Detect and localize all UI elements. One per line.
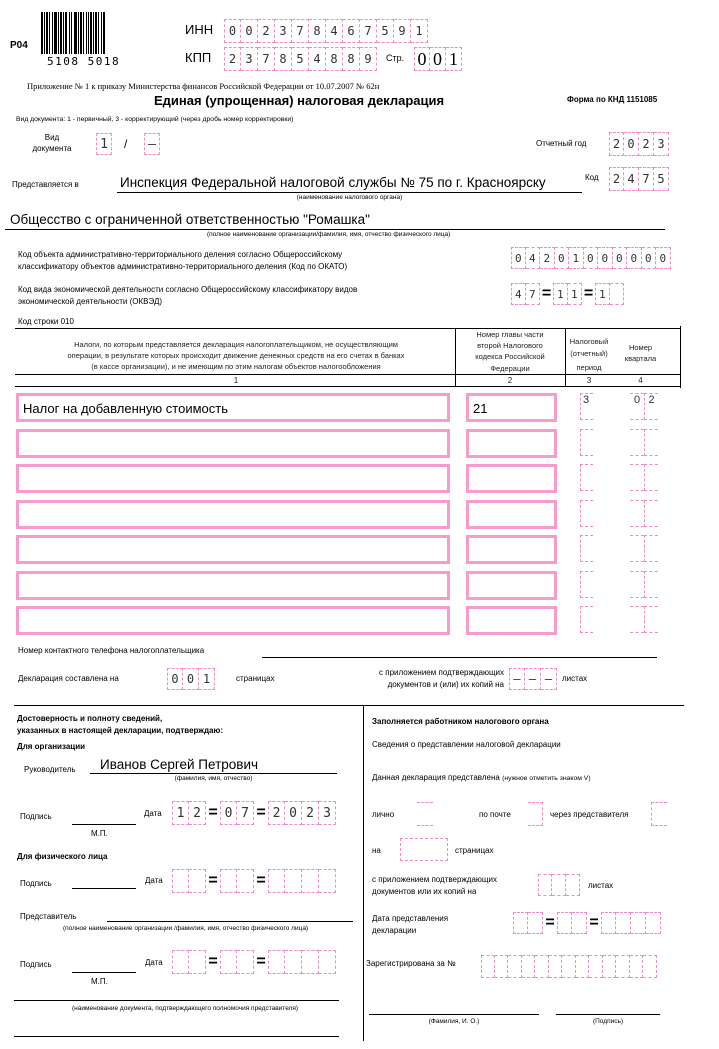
doc-kind-field[interactable]: 1 — [96, 133, 112, 155]
date-digit-cell[interactable] — [319, 869, 336, 893]
organization-caption: (полное наименование организации/фамилия, имя, отчество физического лица) — [207, 231, 451, 238]
reg-digit-cell[interactable] — [589, 955, 603, 978]
date-digit-cell[interactable] — [172, 950, 189, 974]
tax-name-field[interactable] — [16, 429, 450, 458]
okato-label-2: классификатору объектов административно-территориального деления (Код по ОКАТО) — [18, 262, 348, 271]
okato-digit-cell[interactable]: 0 — [584, 247, 599, 269]
pages-count-field[interactable] — [167, 668, 215, 690]
rep-doc-field-2[interactable] — [14, 1036, 339, 1037]
barcode-number: 5108 5018 — [47, 55, 121, 68]
chapter-number-field[interactable] — [466, 571, 557, 600]
rep-sign-label: Подпись — [20, 960, 52, 969]
date-digit-cell[interactable] — [189, 869, 206, 893]
office-date-digit-cell[interactable] — [646, 912, 661, 934]
tax-period-field[interactable]: 3 — [580, 393, 593, 420]
date-digit-cell[interactable]: 2 — [268, 801, 285, 825]
date-digit-cell[interactable] — [220, 869, 237, 893]
office-attach-field[interactable] — [538, 874, 580, 896]
tax-name-field[interactable] — [16, 464, 450, 493]
reg-digit-cell[interactable] — [616, 955, 630, 978]
opt-personal-checkbox[interactable] — [417, 802, 433, 826]
pages-digit-cell[interactable]: 0 — [167, 668, 183, 690]
reg-digit-cell[interactable] — [481, 955, 495, 978]
office-date-label — [372, 913, 448, 937]
separator: = — [256, 953, 266, 970]
office-attach-digit-cell[interactable] — [552, 874, 566, 896]
quarter-digit-cell[interactable] — [630, 606, 644, 633]
okved-digit-cell[interactable]: 1 — [595, 283, 610, 305]
date-digit-cell[interactable] — [302, 950, 319, 974]
tax-authority-code-label: Код — [585, 173, 599, 182]
page-label: Стр. — [386, 53, 405, 63]
org-heading: Для организации — [17, 742, 86, 751]
barcode-bars — [41, 12, 106, 54]
organization-name[interactable]: Общесство с ограниченной ответственностью "Ромашка" — [10, 212, 370, 227]
chapter-number-field[interactable] — [466, 429, 557, 458]
tax-authority-caption: (наименование налогового органа) — [296, 194, 403, 201]
barcode-bar — [105, 12, 106, 54]
quarter-field[interactable] — [630, 571, 658, 598]
office-date-digit-cell[interactable] — [557, 912, 572, 934]
separator: = — [541, 285, 552, 302]
kpp-digit-cell[interactable]: 8 — [343, 47, 360, 71]
rep-signature-field[interactable] — [72, 972, 136, 973]
reg-digit-cell[interactable] — [495, 955, 509, 978]
reg-digit-cell[interactable] — [535, 955, 549, 978]
header-col4-num: 4 — [638, 376, 643, 385]
header-col1-num: 1 — [233, 376, 239, 385]
org-signature-field[interactable] — [72, 824, 136, 825]
code-digit-cell[interactable]: 7 — [639, 167, 654, 191]
section-vertical-divider — [363, 705, 364, 1041]
rep-doc-caption: (наименование документа, подтверждающего полномочия представителя) — [72, 1005, 299, 1012]
date-digit-cell[interactable]: 7 — [237, 801, 254, 825]
date-digit-cell[interactable] — [319, 950, 336, 974]
header-col1-line: операции, в результате которых происходит движение денежных средств на его счетах в банках — [67, 351, 405, 360]
chapter-number-field[interactable] — [466, 500, 557, 529]
rep-date-field[interactable] — [172, 950, 336, 974]
quarter-field[interactable] — [630, 606, 658, 633]
okato-digit-cell[interactable]: 0 — [627, 247, 642, 269]
header-col3-line: период — [576, 363, 602, 372]
reg-digit-cell[interactable] — [630, 955, 644, 978]
opt-personal-label: лично — [372, 810, 395, 819]
kpp-digit-cell[interactable]: 8 — [326, 47, 343, 71]
office-sign-caption: (Подпись) — [592, 1018, 624, 1025]
header-col3-line: Налоговый — [569, 337, 609, 346]
pages-digit-cell[interactable]: 1 — [199, 668, 215, 690]
reg-digit-cell[interactable] — [508, 955, 522, 978]
year-digit-cell[interactable]: 0 — [624, 132, 639, 156]
page-digit-cell[interactable]: 0 — [414, 47, 430, 71]
tax-authority-value[interactable]: Инспекция Федеральной налоговой службы № 75 по г. Красноярску — [120, 175, 546, 190]
office-attach-digit-cell[interactable] — [566, 874, 580, 896]
attach-label-2: документов и (или) их копий на — [387, 680, 504, 689]
table-top-border — [15, 328, 681, 329]
opt-mail-checkbox[interactable] — [528, 802, 543, 826]
knd-form: Форма по КНД 1151085 — [567, 95, 658, 104]
confirm-heading-2: указанных в настоящей декларации, подтверждаю: — [17, 726, 224, 735]
inn-digit-cell[interactable]: 4 — [326, 19, 343, 43]
attach-label-1: с приложением подтверждающих — [379, 668, 504, 677]
quarter-digit-cell[interactable] — [644, 464, 658, 491]
registration-number-field[interactable] — [481, 955, 657, 978]
inn-digit-cell[interactable]: 2 — [258, 19, 275, 43]
header-col3-line: (отчетный) — [570, 348, 608, 358]
org-sign-label: Подпись — [20, 812, 52, 821]
phone-label: Номер контактного телефона налогоплательщика — [18, 646, 205, 655]
office-date-label-2: декларации — [372, 926, 417, 935]
office-date-digit-cell[interactable] — [528, 912, 543, 934]
office-attach-digit-cell[interactable] — [538, 874, 552, 896]
tax-period-field[interactable] — [580, 429, 593, 456]
pages-suffix: страницах — [236, 674, 275, 683]
doc-kind-label-1: Вид — [44, 133, 60, 142]
tax-name-field[interactable] — [16, 500, 450, 529]
okato-digit-cell[interactable]: 0 — [613, 247, 628, 269]
separator: = — [256, 872, 266, 889]
tax-authority-underline — [117, 192, 582, 193]
quarter-field[interactable] — [630, 535, 658, 562]
separator: = — [589, 914, 599, 931]
okved-label-2: экономической деятельности (ОКВЭД) — [18, 297, 163, 306]
quarter-field[interactable] — [630, 464, 658, 491]
kpp-digit-cell[interactable]: 4 — [309, 47, 326, 71]
okato-digit-cell[interactable]: 1 — [569, 247, 584, 269]
okato-field[interactable] — [511, 247, 671, 269]
quarter-digit-cell[interactable] — [630, 571, 644, 598]
office-date-digit-cell[interactable] — [513, 912, 528, 934]
rep-stamp: М.П. — [91, 977, 108, 986]
presented-label — [372, 773, 591, 782]
header-col4-line: квартала — [624, 354, 657, 363]
tax-period-field[interactable] — [580, 535, 593, 562]
attach-suffix: листах — [562, 674, 588, 683]
org-date-label: Дата — [144, 809, 162, 818]
inn-digit-cell[interactable]: 5 — [377, 19, 394, 43]
pages-digit-cell[interactable]: 0 — [183, 668, 199, 690]
chapter-number-field[interactable] — [466, 606, 557, 635]
office-date-label-1: Дата представления — [372, 914, 449, 923]
quarter-digit-cell[interactable]: 2 — [644, 393, 658, 420]
header-col2-line: Номер главы части — [476, 330, 544, 339]
reg-digit-cell[interactable] — [522, 955, 536, 978]
doc-type-note: Вид документа: 1 - первичный, 3 - корректирующий (через дробь номер корректировки) — [16, 116, 294, 123]
inn-digit-cell[interactable]: 7 — [360, 19, 377, 43]
kpp-digit-cell[interactable]: 9 — [360, 47, 377, 71]
date-digit-cell[interactable] — [220, 950, 237, 974]
date-digit-cell[interactable] — [237, 869, 254, 893]
okved-digit-cell[interactable]: 4 — [511, 283, 526, 305]
okved-field[interactable] — [511, 283, 624, 305]
date-digit-cell[interactable] — [268, 950, 285, 974]
tax-period-field[interactable] — [580, 606, 593, 633]
org-stamp: М.П. — [91, 829, 108, 838]
year-digit-cell[interactable]: 3 — [654, 132, 669, 156]
reg-digit-cell[interactable] — [603, 955, 617, 978]
reg-digit-cell[interactable] — [643, 955, 657, 978]
header-col2-num: 2 — [507, 376, 513, 385]
quarter-digit-cell[interactable] — [630, 535, 644, 562]
inn-digit-cell[interactable]: 6 — [343, 19, 360, 43]
separator: = — [256, 804, 266, 821]
tax-name-field[interactable] — [16, 571, 450, 600]
rep-doc-field[interactable] — [14, 1000, 339, 1001]
reg-digit-cell[interactable] — [576, 955, 590, 978]
quarter-field[interactable] — [630, 429, 658, 456]
person-heading: Для физического лица — [17, 852, 108, 861]
kpp-field[interactable] — [224, 47, 377, 71]
form-title: Единая (упрощенная) налоговая декларация — [154, 93, 445, 108]
office-signature-field[interactable] — [556, 1014, 660, 1015]
chapter-number-field[interactable] — [466, 535, 557, 564]
inn-digit-cell[interactable]: 0 — [224, 19, 241, 43]
page-digit-cell[interactable]: 1 — [446, 47, 462, 71]
header-col3-num: 3 — [586, 376, 592, 385]
pages-label: Декларация составлена на — [18, 674, 119, 683]
quarter-field[interactable] — [630, 500, 658, 527]
office-pages-suffix: страницах — [455, 846, 494, 855]
office-heading: Заполняется работником налогового органа — [372, 717, 549, 726]
tax-period-field[interactable] — [580, 500, 593, 527]
rep-date-label: Дата — [145, 958, 163, 967]
tax-authority-code-field[interactable] — [609, 167, 669, 191]
inn-digit-cell[interactable]: 8 — [309, 19, 326, 43]
separator: = — [208, 872, 218, 889]
okato-digit-cell[interactable]: 4 — [526, 247, 541, 269]
quarter-digit-cell[interactable] — [644, 500, 658, 527]
page-number-field[interactable] — [414, 47, 462, 71]
year-digit-cell[interactable]: 2 — [609, 132, 624, 156]
reg-digit-cell[interactable] — [549, 955, 563, 978]
report-year-field[interactable] — [609, 132, 669, 156]
date-digit-cell[interactable] — [237, 950, 254, 974]
okato-digit-cell[interactable]: 0 — [642, 247, 657, 269]
header-col4 — [613, 342, 668, 364]
opt-rep-checkbox[interactable] — [651, 802, 667, 826]
okato-digit-cell[interactable]: 2 — [540, 247, 555, 269]
date-digit-cell[interactable] — [268, 869, 285, 893]
code-digit-cell[interactable]: 2 — [609, 167, 624, 191]
head-label: Руководитель — [24, 765, 76, 774]
attach-digit-cell[interactable]: – — [525, 668, 541, 690]
head-caption: (фамилия, имя, отчество) — [174, 775, 253, 782]
okved-digit-cell[interactable]: 1 — [568, 283, 583, 305]
kpp-digit-cell[interactable]: 3 — [241, 47, 258, 71]
kpp-digit-cell[interactable]: 5 — [292, 47, 309, 71]
okato-digit-cell[interactable]: 0 — [656, 247, 671, 269]
doc-kind-label-2: документа — [32, 144, 72, 153]
inn-label: ИНН — [185, 22, 214, 37]
confirm-heading — [17, 713, 223, 737]
code-digit-cell[interactable]: 5 — [654, 167, 669, 191]
header-col4-line: Номер — [628, 343, 653, 352]
org-date-field[interactable] — [172, 801, 336, 825]
correction-number-field[interactable]: – — [144, 133, 160, 155]
office-attach-label-1: с приложением подтверждающих — [372, 875, 497, 884]
order-note: Приложение № 1 к приказу Министерства финансов Российской Федерации от 10.07.2007 № 62н — [27, 81, 380, 91]
date-digit-cell[interactable] — [285, 950, 302, 974]
reg-label: Зарегистрирована за № — [366, 959, 456, 968]
date-digit-cell[interactable]: 0 — [220, 801, 237, 825]
rep-label: Представитель — [20, 912, 77, 921]
head-name-underline — [90, 773, 337, 774]
year-digit-cell[interactable]: 2 — [639, 132, 654, 156]
chapter-number-field[interactable]: 21 — [466, 393, 557, 422]
okato-digit-cell[interactable]: 0 — [555, 247, 570, 269]
head-name[interactable]: Иванов Сергей Петрович — [100, 757, 259, 772]
office-on-label: на — [372, 846, 381, 855]
okato-digit-cell[interactable]: 0 — [598, 247, 613, 269]
person-date-field[interactable] — [172, 869, 336, 893]
header-col2-line: второй Налогового — [477, 341, 543, 351]
date-digit-cell[interactable]: 2 — [189, 801, 206, 825]
tax-authority-label: Представляется в — [12, 180, 79, 189]
separator: = — [208, 953, 218, 970]
okved-digit-cell[interactable]: 1 — [553, 283, 568, 305]
date-digit-cell[interactable] — [302, 869, 319, 893]
okved-digit-cell[interactable]: 7 — [526, 283, 541, 305]
tax-name-field[interactable] — [16, 535, 450, 564]
inn-digit-cell[interactable]: 1 — [411, 19, 428, 43]
page-code: Р04 — [10, 40, 28, 51]
office-attach-suffix: листах — [588, 881, 614, 890]
date-digit-cell[interactable] — [172, 869, 189, 893]
quarter-field[interactable] — [630, 393, 658, 420]
office-attach-label — [372, 874, 497, 898]
quarter-digit-cell[interactable]: 0 — [630, 393, 644, 420]
doc-kind-slash: / — [124, 137, 128, 151]
page-digit-cell[interactable]: 0 — [430, 47, 446, 71]
tax-period-field[interactable] — [580, 464, 593, 491]
date-digit-cell[interactable] — [285, 869, 302, 893]
tax-name-field[interactable] — [16, 606, 450, 635]
inn-digit-cell[interactable]: 7 — [292, 19, 309, 43]
header-col1 — [20, 339, 452, 372]
code-digit-cell[interactable]: 4 — [624, 167, 639, 191]
header-col3 — [565, 336, 613, 374]
separator: = — [208, 804, 218, 821]
header-col2-line: кодекса Российской — [475, 352, 545, 362]
office-date-field[interactable] — [513, 912, 661, 934]
okved-label-1: Код вида экономической деятельности согласно Общероссийскому классификатору видов — [18, 285, 358, 294]
inn-digit-cell[interactable]: 9 — [394, 19, 411, 43]
date-digit-cell[interactable]: 1 — [172, 801, 189, 825]
row-code-label: Код строки 010 — [18, 317, 74, 326]
table-col-divider — [455, 328, 456, 386]
attach-digit-cell[interactable]: – — [509, 668, 525, 690]
separator: = — [583, 285, 594, 302]
date-digit-cell[interactable]: 0 — [285, 801, 302, 825]
date-digit-cell[interactable] — [189, 950, 206, 974]
tax-period-field[interactable] — [580, 571, 593, 598]
rep-caption: (полное наименование организации /фамилия, имя, отчество физического лица) — [63, 925, 309, 932]
office-pages-field[interactable] — [400, 838, 448, 861]
attach-label — [354, 667, 504, 691]
office-date-digit-cell[interactable] — [616, 912, 631, 934]
organization-underline — [5, 229, 665, 230]
rep-field[interactable] — [107, 921, 353, 922]
quarter-digit-cell[interactable] — [644, 429, 658, 456]
presented-label-text: Данная декларация представлена — [372, 773, 500, 782]
confirm-heading-1: Достоверность и полноту сведений, — [17, 714, 163, 723]
okved-label — [18, 284, 357, 308]
quarter-digit-cell[interactable] — [630, 429, 644, 456]
office-date-digit-cell[interactable] — [601, 912, 616, 934]
quarter-digit-cell[interactable] — [644, 606, 658, 633]
table-right-border — [680, 326, 681, 388]
phone-field[interactable] — [262, 657, 657, 658]
chapter-number-field[interactable] — [466, 464, 557, 493]
date-digit-cell[interactable]: 2 — [302, 801, 319, 825]
report-year-label: Отчетный год — [536, 139, 587, 148]
quarter-digit-cell[interactable] — [644, 571, 658, 598]
doc-kind-label — [28, 132, 76, 154]
quarter-digit-cell[interactable] — [630, 500, 644, 527]
kpp-digit-cell[interactable]: 7 — [258, 47, 275, 71]
office-date-digit-cell[interactable] — [631, 912, 646, 934]
person-signature-field[interactable] — [72, 888, 136, 889]
okato-label-1: Код объекта административно-территориального деления согласно Общероссийскому — [18, 250, 343, 259]
quarter-digit-cell[interactable] — [644, 535, 658, 562]
okved-digit-cell[interactable] — [610, 283, 625, 305]
header-col2 — [458, 329, 562, 374]
section-divider — [14, 705, 684, 706]
attach-digit-cell[interactable]: – — [541, 668, 557, 690]
table-bottom-border — [15, 386, 681, 387]
header-col2-line: Федерации — [490, 363, 530, 373]
presented-note: (нужное отметить знаком V) — [502, 775, 591, 782]
separator: = — [545, 914, 555, 931]
header-col1-line: Налоги, по которым представляется декларация налогоплательщиком, не осуществляющим — [74, 340, 398, 349]
inn-field[interactable] — [224, 19, 428, 43]
person-date-label: Дата — [145, 876, 163, 885]
reg-digit-cell[interactable] — [562, 955, 576, 978]
date-digit-cell[interactable]: 3 — [319, 801, 336, 825]
okato-digit-cell[interactable]: 0 — [511, 247, 526, 269]
header-col1-line: (в кассе организации), и не имеющим по этим налогам объектов налогообложения — [91, 362, 381, 371]
opt-mail-label: по почте — [479, 810, 511, 819]
okato-label — [18, 249, 347, 273]
inn-digit-cell[interactable]: 0 — [241, 19, 258, 43]
quarter-digit-cell[interactable] — [630, 464, 644, 491]
office-attach-label-2: документов или их копий на — [372, 887, 477, 896]
kpp-digit-cell[interactable]: 2 — [224, 47, 241, 71]
inn-digit-cell[interactable]: 3 — [275, 19, 292, 43]
office-subheading: Сведения о представлении налоговой декларации — [372, 740, 561, 749]
office-name-field[interactable] — [369, 1014, 539, 1015]
office-name-caption: (Фамилия, И. О.) — [428, 1018, 480, 1025]
person-sign-label: Подпись — [20, 879, 52, 888]
office-date-digit-cell[interactable] — [572, 912, 587, 934]
kpp-digit-cell[interactable]: 8 — [275, 47, 292, 71]
tax-name-field[interactable]: Налог на добавленную стоимость — [16, 393, 450, 422]
opt-rep-label: через представителя — [550, 810, 629, 819]
kpp-label: КПП — [185, 50, 212, 65]
attach-sheets-field[interactable] — [509, 668, 557, 690]
